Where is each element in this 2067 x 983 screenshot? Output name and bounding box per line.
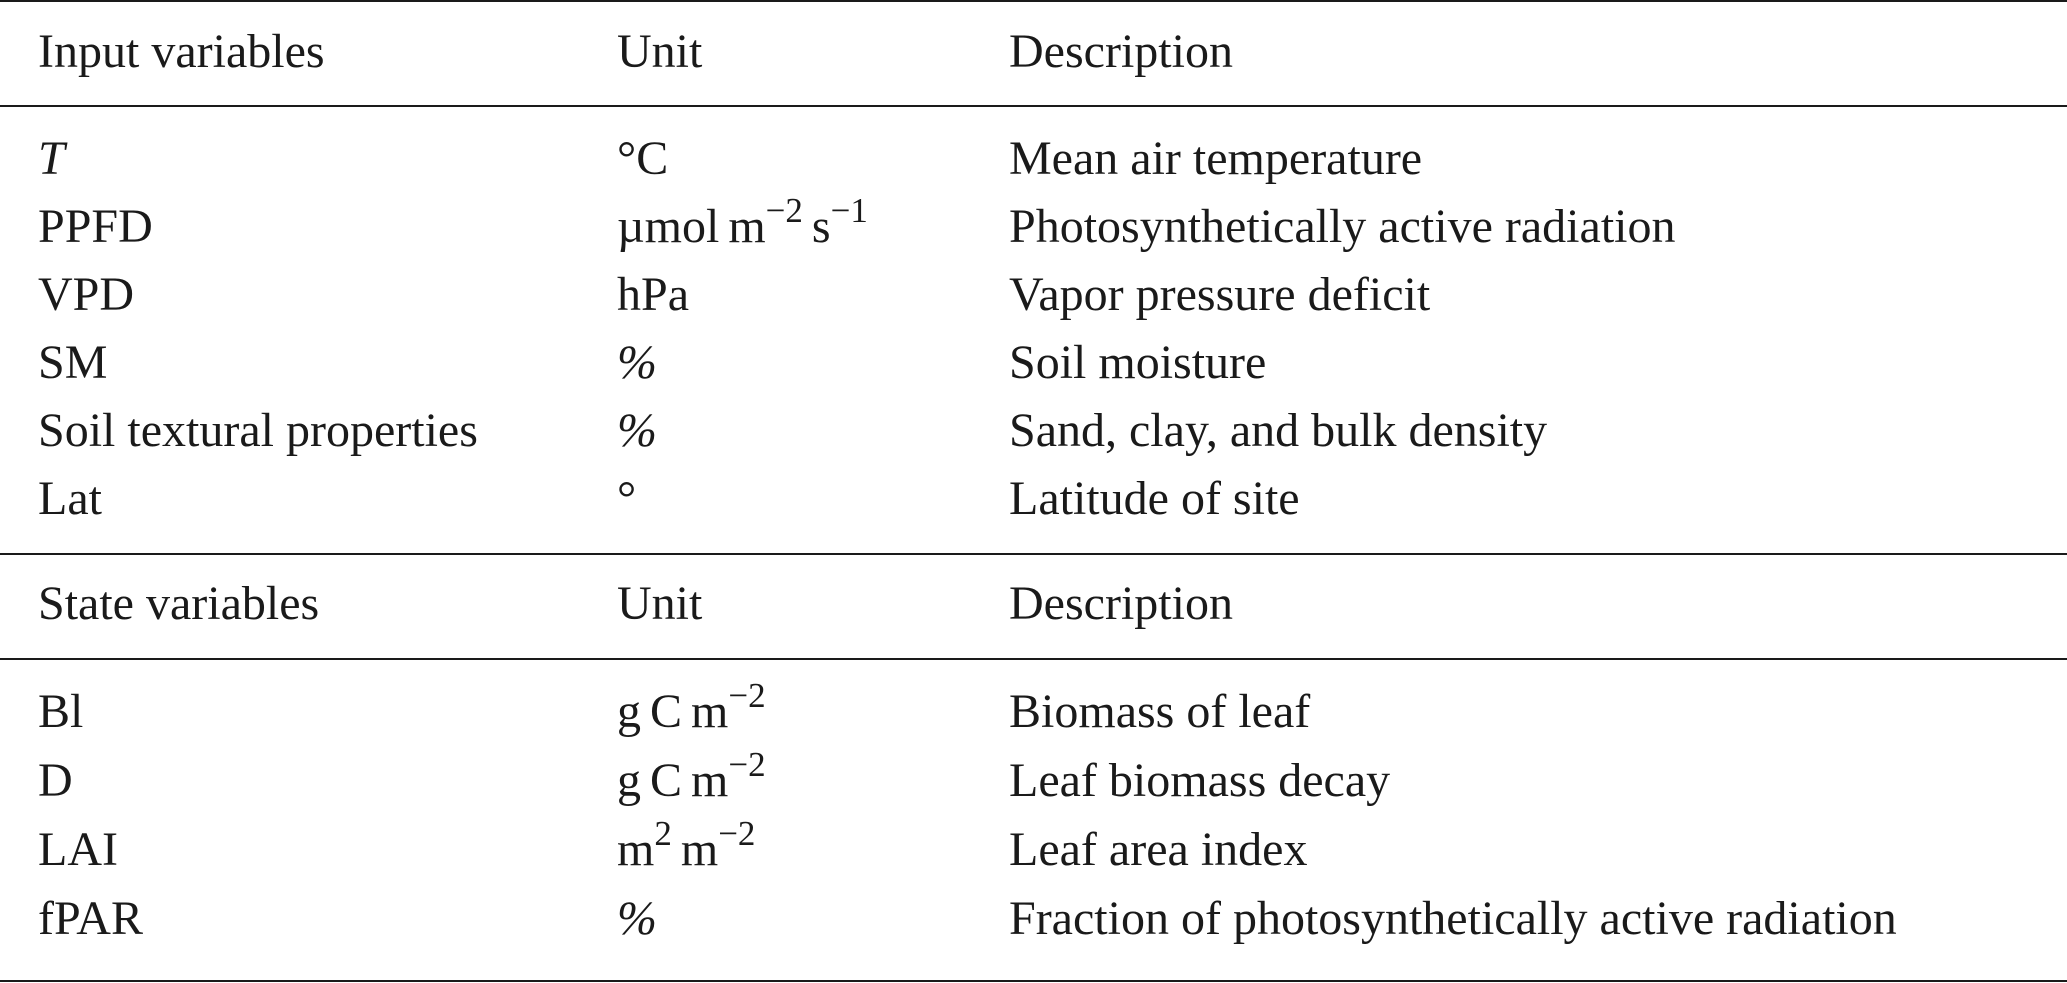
variable-description: Photosynthetically active radiation: [1009, 200, 1676, 253]
state-header-variables: State variables: [38, 577, 320, 630]
variable-description: Fraction of photosynthetically active radiation: [1009, 892, 1897, 945]
variable-description: Soil moisture: [1009, 336, 1267, 389]
unit-part: C: [650, 685, 683, 738]
variable-name: T: [38, 132, 65, 185]
unit-part: C: [650, 754, 683, 807]
variable-unit: [617, 745, 766, 807]
variable-name: Soil textural properties: [38, 404, 478, 457]
unit-exponent: −1: [830, 191, 868, 230]
variable-name: VPD: [38, 268, 135, 321]
unit-part: m: [617, 823, 655, 876]
unit-exponent: 2: [654, 814, 672, 853]
variable-description: Vapor pressure deficit: [1009, 268, 1431, 321]
input-header-unit: Unit: [617, 25, 703, 78]
variable-description: Leaf biomass decay: [1009, 754, 1391, 807]
variable-unit: [617, 676, 766, 738]
variable-unit: %: [617, 404, 657, 457]
unit-part: m: [691, 685, 729, 738]
unit-part: m: [728, 200, 766, 253]
variable-unit: °: [617, 472, 637, 525]
unit-exponent: −2: [718, 814, 756, 853]
variable-unit: %: [617, 892, 657, 945]
unit-part: g: [617, 754, 641, 807]
unit-part: m: [691, 754, 729, 807]
unit-part: s: [811, 200, 831, 253]
variable-name: SM: [38, 336, 108, 389]
variable-unit: %: [617, 336, 657, 389]
variable-name: Bl: [38, 685, 84, 738]
unit-part: g: [617, 685, 641, 738]
variable-name: Lat: [38, 472, 102, 525]
variable-description: Latitude of site: [1009, 472, 1300, 525]
variable-name: fPAR: [38, 892, 143, 945]
input-header-description: Description: [1009, 25, 1233, 78]
input-header-rule: [0, 105, 2067, 107]
unit-exponent: −2: [728, 745, 766, 784]
variable-unit: °C: [617, 132, 669, 185]
state-header-rule: [0, 658, 2067, 660]
bottom-rule: [0, 980, 2067, 982]
input-header-variables: Input variables: [38, 25, 325, 78]
state-header-description: Description: [1009, 577, 1233, 630]
section-divider-rule: [0, 553, 2067, 555]
state-header-unit: Unit: [617, 577, 703, 630]
unit-exponent: −2: [765, 191, 803, 230]
variable-name: D: [38, 754, 73, 807]
variable-unit: [617, 814, 756, 876]
unit-part: m: [680, 823, 719, 876]
variable-unit: [617, 191, 868, 253]
variable-name: LAI: [38, 823, 118, 876]
unit-part: µmol: [617, 200, 720, 253]
variable-description: Biomass of leaf: [1009, 685, 1311, 738]
variable-unit: hPa: [617, 268, 689, 321]
variable-description: Leaf area index: [1009, 823, 1308, 876]
variable-description: Sand, clay, and bulk density: [1009, 404, 1548, 457]
unit-exponent: −2: [728, 676, 766, 715]
top-rule: [0, 0, 2067, 2]
variable-description: Mean air temperature: [1009, 132, 1423, 185]
variable-name: PPFD: [38, 200, 153, 253]
